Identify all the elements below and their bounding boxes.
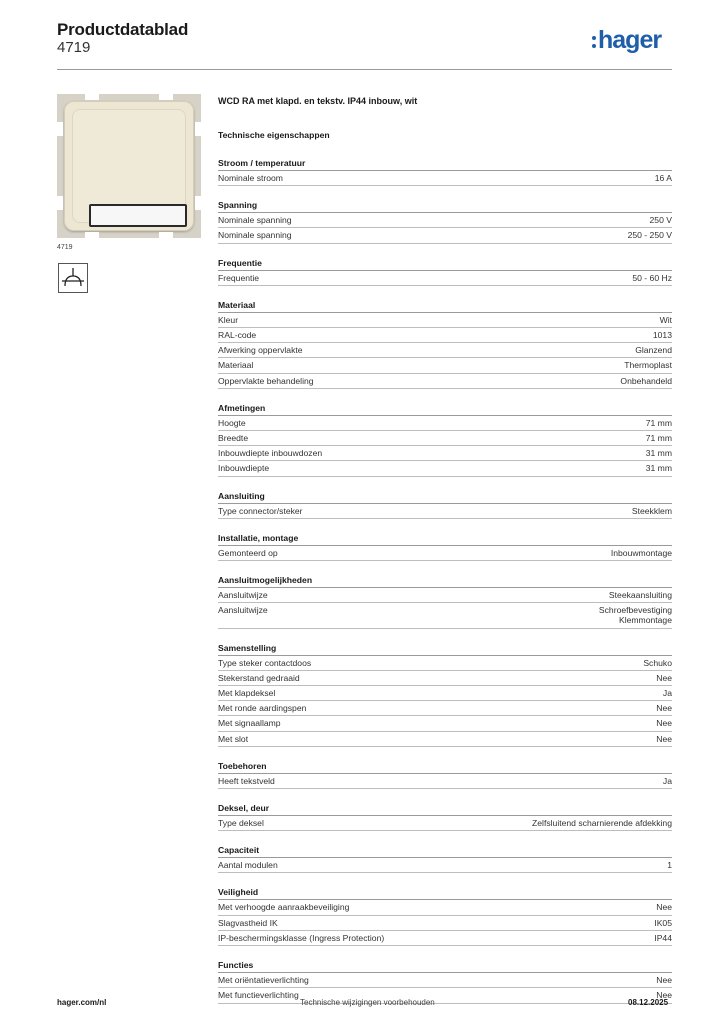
spec-row bbox=[218, 416, 672, 431]
section-heading: Materiaal bbox=[218, 300, 672, 313]
spec-value: Ja bbox=[662, 775, 672, 786]
spec-section bbox=[218, 575, 672, 629]
product-title: WCD RA met klapd. en tekstv. IP44 inbouw, wit bbox=[218, 96, 418, 106]
spec-value: Ja bbox=[662, 688, 672, 699]
spec-label: Aansluitwijze bbox=[218, 605, 268, 616]
spec-value: 71 mm bbox=[645, 433, 672, 444]
spec-label: Stekerstand gedraaid bbox=[218, 672, 300, 683]
section-heading: Deksel, deur bbox=[218, 803, 672, 816]
spec-row bbox=[218, 343, 672, 358]
spec-sections bbox=[218, 158, 672, 1004]
spec-row bbox=[218, 916, 672, 931]
spec-row bbox=[218, 774, 672, 789]
spec-row bbox=[218, 546, 672, 561]
spec-row bbox=[218, 271, 672, 286]
spec-row bbox=[218, 701, 672, 716]
section-heading: Veiligheid bbox=[218, 887, 672, 900]
spec-value: Nee bbox=[656, 703, 672, 714]
spec-value: 31 mm bbox=[645, 463, 672, 474]
spec-value: Steekklem bbox=[631, 505, 672, 516]
socket-symbol-icon bbox=[58, 263, 88, 293]
spec-row bbox=[218, 504, 672, 519]
tech-properties-title: Technische eigenschappen bbox=[218, 130, 330, 140]
spec-section bbox=[218, 845, 672, 873]
spec-value: 50 - 60 Hz bbox=[632, 272, 672, 283]
spec-label: Met functieverlichting bbox=[218, 990, 299, 1001]
spec-row bbox=[218, 686, 672, 701]
spec-value: Schuko bbox=[643, 657, 672, 668]
product-number: 4719 bbox=[57, 39, 91, 56]
spec-section bbox=[218, 200, 672, 243]
section-heading: Spanning bbox=[218, 200, 672, 213]
spec-row bbox=[218, 716, 672, 731]
spec-label: Frequentie bbox=[218, 272, 260, 283]
spec-value: Thermoplast bbox=[624, 360, 672, 371]
section-heading: Installatie, montage bbox=[218, 533, 672, 546]
spec-label: Gemonteerd op bbox=[218, 547, 278, 558]
header-divider bbox=[57, 69, 672, 70]
spec-value: Nee bbox=[656, 975, 672, 986]
spec-value: 16 A bbox=[654, 173, 672, 183]
spec-label: Type deksel bbox=[218, 818, 264, 829]
spec-label: Breedte bbox=[218, 433, 249, 444]
logo-text: hager bbox=[598, 26, 662, 54]
spec-section bbox=[218, 960, 672, 1003]
spec-label: Type connector/steker bbox=[218, 505, 303, 516]
spec-value: Glanzend bbox=[635, 345, 672, 356]
spec-section bbox=[218, 491, 672, 519]
section-heading: Aansluiting bbox=[218, 491, 672, 504]
image-caption: 4719 bbox=[57, 244, 73, 251]
footer-url[interactable]: hager.com/nl bbox=[57, 998, 107, 1007]
spec-section bbox=[218, 643, 672, 747]
spec-row bbox=[218, 431, 672, 446]
spec-value: 71 mm bbox=[645, 417, 672, 428]
spec-label: Type steker contactdoos bbox=[218, 657, 312, 668]
spec-value: Nee bbox=[656, 902, 672, 913]
spec-label: IP-beschermingsklasse (Ingress Protection) bbox=[218, 932, 385, 943]
section-heading: Afmetingen bbox=[218, 403, 672, 416]
spec-label: Met verhoogde aanraakbeveiliging bbox=[218, 902, 350, 913]
spec-row bbox=[218, 461, 672, 476]
spec-label: Hoogte bbox=[218, 417, 246, 428]
footer-date: 08.12.2025 bbox=[628, 998, 669, 1007]
spec-label: Nominale stroom bbox=[218, 173, 283, 183]
spec-section bbox=[218, 300, 672, 389]
text-field-label bbox=[89, 204, 187, 227]
section-heading: Stroom / temperatuur bbox=[218, 158, 672, 171]
spec-label: Afwerking oppervlakte bbox=[218, 345, 303, 356]
spec-row bbox=[218, 213, 672, 228]
spec-section bbox=[218, 761, 672, 789]
spec-value: IP44 bbox=[654, 932, 672, 943]
section-heading: Aansluitmogelijkheden bbox=[218, 575, 672, 588]
spec-value: Nee bbox=[656, 672, 672, 683]
spec-value: 31 mm bbox=[645, 448, 672, 459]
spec-value: Nee bbox=[656, 990, 672, 1001]
spec-value: Schroefbevestiging Klemmontage bbox=[598, 605, 672, 626]
spec-value: Inbouwmontage bbox=[610, 547, 672, 558]
section-heading: Functies bbox=[218, 960, 672, 973]
spec-value: IK05 bbox=[654, 917, 672, 928]
spec-row bbox=[218, 374, 672, 389]
section-heading: Samenstelling bbox=[218, 643, 672, 656]
section-heading: Frequentie bbox=[218, 258, 672, 271]
spec-section bbox=[218, 887, 672, 946]
spec-label: Aansluitwijze bbox=[218, 590, 268, 601]
spec-row bbox=[218, 228, 672, 243]
spec-content bbox=[218, 96, 672, 1004]
spec-row bbox=[218, 671, 672, 686]
spec-row bbox=[218, 588, 672, 603]
spec-value: Steekaansluiting bbox=[608, 590, 672, 601]
spec-value: Nee bbox=[656, 718, 672, 729]
spec-label: Slagvastheid IK bbox=[218, 917, 278, 928]
spec-value: Zelfsluitend scharnierende afdekking bbox=[532, 818, 672, 829]
spec-value: 250 V bbox=[649, 215, 672, 226]
spec-row bbox=[218, 900, 672, 915]
spec-section bbox=[218, 158, 672, 186]
spec-label: Aantal modulen bbox=[218, 860, 278, 871]
spec-label: Inbouwdiepte bbox=[218, 463, 270, 474]
spec-section bbox=[218, 533, 672, 561]
spec-row bbox=[218, 931, 672, 946]
spec-label: Met oriëntatieverlichting bbox=[218, 975, 309, 986]
spec-label: Materiaal bbox=[218, 360, 254, 371]
spec-row bbox=[218, 603, 672, 628]
spec-row bbox=[218, 858, 672, 873]
spec-value: 250 - 250 V bbox=[627, 230, 672, 241]
spec-value: 1 bbox=[667, 860, 672, 871]
spec-row bbox=[218, 732, 672, 747]
spec-value: Wit bbox=[659, 314, 672, 325]
spec-label: Nominale spanning bbox=[218, 230, 292, 241]
spec-row bbox=[218, 313, 672, 328]
spec-row bbox=[218, 171, 672, 186]
section-heading: Capaciteit bbox=[218, 845, 672, 858]
spec-section bbox=[218, 803, 672, 831]
spec-section bbox=[218, 258, 672, 286]
spec-row bbox=[218, 358, 672, 373]
spec-value: 1013 bbox=[652, 330, 672, 341]
spec-label: Heeft tekstveld bbox=[218, 775, 275, 786]
spec-row bbox=[218, 656, 672, 671]
page-title: Productdatablad bbox=[57, 20, 189, 39]
footer-note: Technische wijzigingen voorbehouden bbox=[300, 998, 435, 1007]
spec-label: Met slot bbox=[218, 733, 249, 744]
spec-section bbox=[218, 403, 672, 477]
spec-row bbox=[218, 988, 672, 1003]
spec-row bbox=[218, 973, 672, 988]
logo-dots-icon bbox=[592, 35, 597, 49]
spec-label: Oppervlakte behandeling bbox=[218, 375, 314, 386]
spec-label: Inbouwdiepte inbouwdozen bbox=[218, 448, 323, 459]
spec-row bbox=[218, 446, 672, 461]
spec-value: Onbehandeld bbox=[620, 375, 672, 386]
product-image bbox=[57, 94, 201, 238]
spec-row bbox=[218, 816, 672, 831]
spec-label: RAL-code bbox=[218, 330, 257, 341]
spec-label: Met signaallamp bbox=[218, 718, 281, 729]
spec-label: Met ronde aardingspen bbox=[218, 703, 307, 714]
socket-plate bbox=[64, 101, 194, 231]
spec-label: Met klapdeksel bbox=[218, 688, 276, 699]
spec-label: Kleur bbox=[218, 314, 239, 325]
spec-value: Nee bbox=[656, 733, 672, 744]
spec-row bbox=[218, 328, 672, 343]
section-heading: Toebehoren bbox=[218, 761, 672, 774]
spec-label: Nominale spanning bbox=[218, 215, 292, 226]
